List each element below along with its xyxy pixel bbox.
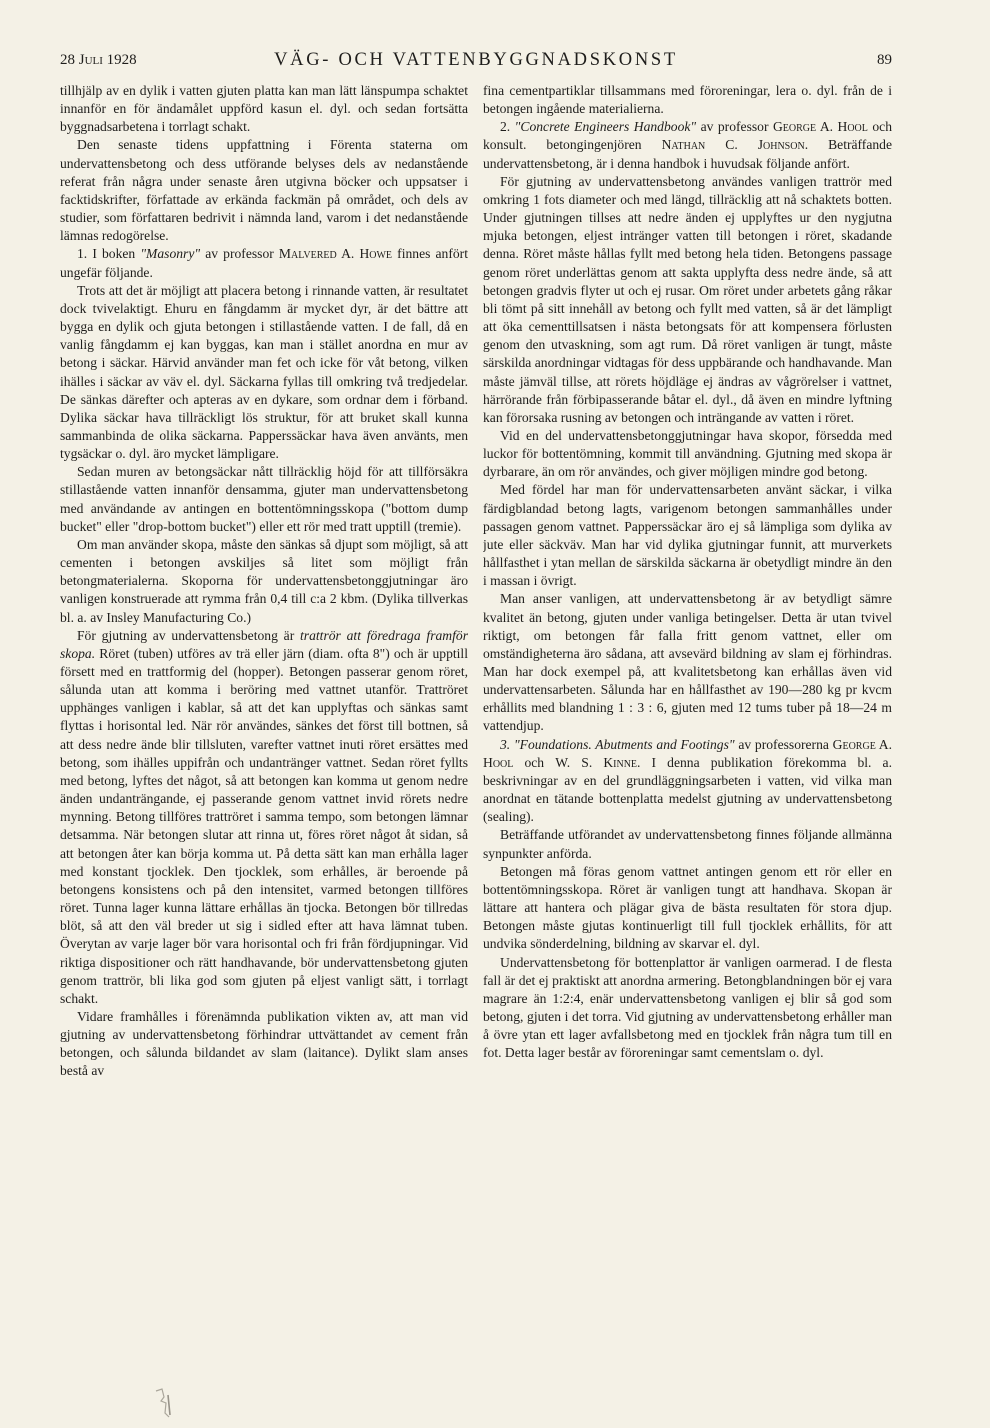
paragraph: Vidare framhålles i förenämnda publikation vikten av, att man vid gjutning av undervattensbetong förhindrar uttvättandet av cement från betongen, och sålunda bildandet av slam (laitance). Dylikt slam anses bestå av — [60, 1008, 468, 1079]
paragraph: 1. I boken "Masonry" av professor Malvered A. Howe finnes anfört ungefär följande. — [60, 246, 468, 280]
paragraph: 3. "Foundations. Abutments and Footings" av professorerna George A. Hool och W. S. Kinne. I denna publikation förekomma bl. a. beskrivningar av en del grundläggningsarbeten i vatten, vid vilka man anordnat en tätande bottenplatta medelst gjutning av undervattensbetong (sealing). — [483, 736, 892, 825]
paragraph: fina cementpartiklar tillsammans med föroreningar, lera o. dyl. från de i betongen ingående materialierna. — [483, 83, 892, 117]
paragraph: Den senaste tidens uppfattning i Förenta staterna om undervattensbetong och dess utförande belyses dels av nedanstående referat från några under senaste åren utgivna böcker och uppsatser i facktidskrifter, författade av erkända fackmän på området, och dels av studier, som författaren bedrivit i nämnda land, varom i det nedanstående lämnas redogörelse. — [60, 137, 468, 244]
paragraph: 2. "Concrete Engineers Handbook" av professor George A. Hool och konsult. betongingenjören Nathan C. Johnson. Beträffande undervattensbetong, är i denna handbok i huvudsak följande anfört. — [483, 119, 892, 171]
author-name: W. S. Kinne. — [555, 754, 641, 770]
emphasis: trattrör att föredraga framför skopa. — [60, 627, 468, 661]
paragraph: Vid en del undervattensbetonggjutningar hava skopor, försedda med luckor för bottentömning, kommit till användning. Gjutning med skopa är dyrbarare, än om rör användes, och giver möjligen mindre god betong. — [483, 427, 892, 480]
paragraph: Betongen må föras genom vattnet antingen genom ett rör eller en bottentömningsskopa. Röret är vanligen tungt att handhava. Skopan är lättare att hantera och plägar giva de bästa resultaten för stora djup. Betongen måste gjutas kontinuerligt till full tjocklek erhållits, för att undvika sönderdelning, bildning av skarvar el. dyl. — [483, 863, 892, 952]
date-month: Juli — [78, 52, 103, 68]
running-header — [60, 50, 892, 74]
page-number: 89 — [877, 52, 892, 68]
ink-smudge-mark — [152, 1385, 176, 1419]
book-title: "Concrete Engineers Handbook" — [514, 119, 697, 135]
book-title: "Foundations. Abutments and Footings" — [513, 736, 735, 752]
paragraph: Med fördel har man för undervattensarbeten använt säckar, i vilka färdigblandad betong lagts, varigenom betongen sammanhålles under passagen genom vattnet. Papperssäckar äro ej så lämpliga som dylika av jute eller säckväv. Man har vid dylika gjutningar funnit, att murverkets hållfasthet i ytan mellan de särskilda säckarna är obetydligt mindre än den i massan i övrigt. — [483, 482, 892, 589]
paragraph: För gjutning av undervattensbetong är trattrör att föredraga framför skopa. Röret (tuben) utföres av trä eller järn (diam. ofta 8") och är upptill försett med en trattformig del (hopper). Betongen passerar genom röret, sålunda utan att komma i beröring med vattnet utanför. Trattröret upphänges vanligen i kablar, så att det kan upplyftas och sänkas samt flyttas i horisontal led. När rör användes, sänkes det först till bottnen, så att dess nedre ände blir tillsluten, varefter vattnet inuti röret ersättes med betong, som ihälles uppifrån och undantränger vattnet. Sedan röret fyllts med betong, lyftes det något, så att betongen kan komma ut genom nedre änden undanträngande, ej passerande genom vattnet invid rörets nedre mynning. Betong tillföres trattröret i samma tempo, som betongen lämnar detsamma. När betongen slutar att rinna ut, föres röret något åt sidan, så att betongen åter kan börja komma ut. På detta sätt kan man erhålla lager med konstant tjocklek. Den tjocklek, som erhålles, är beroende på betongens konsistens och på den intensitet, varmed betongen tillföres röret. Tunna lager kunna lättare erhållas än tjocka. Betongen bör tillredas blöt, så att den väl breder ut sig i sidled efter att hava lämnat tuben. Överytan av varje lager bör vara horisontal och fri från fördjupningar. Vid riktiga dispositioner och rätt handhavande, bör undervattensbetong gjuten genom trattrör, bli lika god som gjuten på eljest vanligt sätt, i torrlagt schakt. — [60, 627, 468, 1006]
right-column — [483, 82, 892, 1352]
paragraph: För gjutning av undervattensbetong användes vanligen trattrör med omkring 1 fots diameter och med längd, tillräcklig att nå schaktets botten. Under gjutningen tillses att nedre änden ej upplyftes ur den nygjutna mjuka betongen, eljest intränger vatten till betongen i röret, skadande denna. Röret måste hållas fyllt med betong hela tiden. Betongens passage genom röret underlättas genom att sakta upplyfta dess nedre ände, så att betongen gradvis flyter ut och ej rusar. Om röret under arbetets gång råkar bli tömt på sitt innehåll av betong och fyllt med vatten, så är det lämpligt att öka cementtillsatsen i nästa betongsats för att kompensera förlusten genom den utvaskning, som agt rum. Då röret vanligen är tungt, måste särskilda anordningar vidtagas för dess uppbärande och handhavande. Man måste jämväl tillse, att rörets höjdläge ej ändras av vågrörelser i vattnet, härrörande från förbipasserande båtar el. dyl., då även en mindre lyftning kan förorsaka rusning av betongen och inträngande av vatten i röret. — [483, 173, 892, 425]
paragraph: tillhjälp av en dylik i vatten gjuten platta kan man lätt länspumpa schaktet innanför en för ändamålet uppförd kasun el. dyl. och sedan fortsätta byggnadsarbetena i torrlagt schakt. — [60, 83, 468, 135]
author-name: George A. Hool — [772, 119, 868, 135]
paragraph: Sedan muren av betongsäckar nått tillräcklig höjd för att tillförsäkra stillastående vatten innanför densamma, gjuter man undervattensbetong med användande av antingen en bottentömningsskopa ("bottom dump bucket" eller "drop-bottom bucket") eller ett rör med tratt upptill (tremie). — [60, 464, 468, 534]
author-name: Malvered A. Howe — [278, 246, 393, 262]
left-column — [60, 82, 468, 1352]
date-day: 28 — [60, 52, 75, 68]
author-name: George A. Hool — [483, 736, 892, 770]
date-year: 1928 — [106, 52, 137, 68]
paragraph: Trots att det är möjligt att placera betong i rinnande vatten, är resultatet dock tvivelaktigt. Ehuru en fångdamm är mycket dyr, är det bättre att bygga en dylik och gjuta betongen i stillastående vatten. I de fall, då en vanlig fångdamm ej kan byggas, kan man i stället anordna en mur av betong i säckar. Härvid använder man fet och icke för våt betong, vilken ihälles i säckar av väv el. dyl. Säckarna fyllas till omkring två tredjedelar. De sänkas därefter och apteras av en dykare, som ordnar dem i förband. Dylika säckar hava tillräckligt lös struktur, för att bruket skall kunna sammanbinda de olika säckarna. Papperssäckar hava även använts, men tygsäckar o. dyl. äro mycket lämpligare. — [60, 282, 468, 462]
author-name: Nathan C. Johnson. — [661, 137, 809, 153]
journal-title: VÄG- OCH VATTENBYGGNADSKONST — [274, 50, 678, 70]
book-title: "Masonry" — [140, 246, 201, 262]
paragraph: Beträffande utförandet av undervattensbetong finnes följande allmänna synpunkter anförda. — [483, 827, 892, 861]
paragraph: Undervattensbetong för bottenplattor är vanligen oarmerad. I de flesta fall är det ej praktiskt att anordna armering. Betongblandningen bör ej vara magrare än 1:2:4, enär undervattensbetong vanligen ej blir så god som betong, gjuten i det torra. Vid gjutning av undervattensbetong erhåller man å övre ytan ett lager avfallsbetong med en tjocklek från några tum till en fot. Detta lager består av föroreningar samt cementslam o. dyl. — [483, 954, 892, 1061]
paragraph: Man anser vanligen, att undervattensbetong är av betydligt sämre kvalitet än betong, gjuten under vanliga betingelser. Detta är utan tvivel riktigt, om betongen får falla fritt genom vattnet, eller om omständigheterna äro sådana, att avsevärd bildning av slam ej förhindras. Man har dock exempel på, att kvalitetsbetong kan erhållas även vid undervattensarbeten. Sålunda har en hållfasthet av 190—280 kg pr kvcm erhållits med blandning 1 : 3 : 6, gjuten med 12 tums tuber på 18—24 m vattendjup. — [483, 591, 892, 734]
paragraph: Om man använder skopa, måste den sänkas så djupt som möjligt, så att cementen i betongen avskiljes så litet som möjligt från betongmaterialerna. Skoporna för undervattensbetonggjutningar äro vanligen konstruerade att rymma från 0,4 till c:a 2 kbm. (Dylika tillverkas bl. a. av Insley Manufacturing Co.) — [60, 536, 468, 625]
